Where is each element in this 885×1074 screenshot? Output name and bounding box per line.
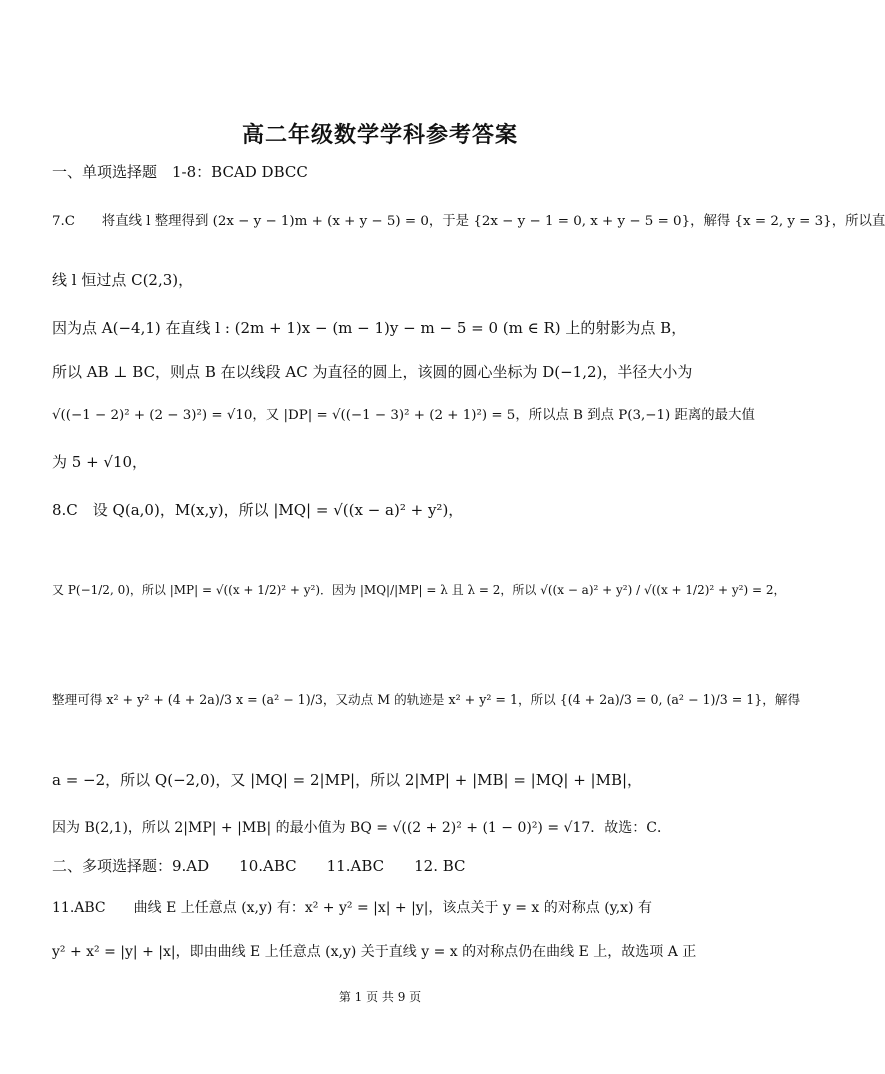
q7-line-2: 线 l 恒过点 C(2,3)，: [52, 271, 194, 289]
page-title: 高二年级数学学科参考答案: [241, 123, 518, 148]
q11-line-2: y² + x² = |y| + |x|，即由曲线 E 上任意点 (x,y) 关于直线 y = x 的对称点仍在曲线 E 上，故选项 A 正: [52, 944, 697, 960]
q8-line-4: a = −2，所以 Q(−2,0)，又 |MQ| = 2|MP|，所以 2|MP| + |MB| = |MQ| + |MB|，: [52, 771, 643, 789]
q7-line-6: 为 5 + √10，: [52, 453, 148, 471]
q8-line-5: 因为 B(2,1)，所以 2|MP| + |MB| 的最小值为 BQ = √((2 + 2)² + (1 − 0)²) = √17．故选：C．: [52, 820, 671, 836]
section-multiple-choice: 二、多项选择题：9.AD 10.ABC 11.ABC 12. BC: [52, 857, 466, 875]
q7-line-4: 所以 AB ⊥ BC，则点 B 在以线段 AC 为直径的圆上，该圆的圆心坐标为 D(−1,2)，半径大小为: [52, 363, 693, 381]
section-single-choice: 一、单项选择题 1-8：BCAD DBCC: [52, 163, 308, 181]
q8-line-3: 整理可得 x² + y² + (4 + 2a)/3 x = (a² − 1)/3，又动点 M 的轨迹是 x² + y² = 1，所以 {(4 + 2a)/3 = 0, (a² − 1)/3 = 1}，解得: [52, 692, 801, 707]
q8-line-2: 又 P(−1/2, 0)，所以 |MP| = √((x + 1/2)² + y²)．因为 |MQ|/|MP| = λ 且 λ = 2，所以 √((x − a)² + y²) / √((x + 1/2)² + y²) = 2，: [52, 583, 786, 597]
q7-line-1: 7.C 将直线 l 整理得到 (2x − y − 1)m + (x + y − 5) = 0，于是 {2x − y − 1 = 0, x + y − 5 = 0}，解得 {x = 2, y = 3}，所以直: [52, 214, 885, 229]
q11-line-1: 11.ABC 曲线 E 上任意点 (x,y) 有：x² + y² = |x| + |y|，该点关于 y = x 的对称点 (y,x) 有: [52, 900, 652, 916]
q7-line-3: 因为点 A(−4,1) 在直线 l : (2m + 1)x − (m − 1)y − m − 5 = 0 (m ∈ R) 上的射影为点 B，: [52, 319, 687, 337]
page-footer: 第 1 页 共 9 页: [338, 990, 422, 1004]
q7-line-5: √((−1 − 2)² + (2 − 3)²) = √10，又 |DP| = √((−1 − 3)² + (2 + 1)²) = 5，所以点 B 到点 P(3,−1) 距离的最大值: [52, 408, 755, 423]
q8-line-1: 8.C 设 Q(a,0)，M(x,y)，所以 |MQ| = √((x − a)² + y²)，: [52, 501, 464, 519]
